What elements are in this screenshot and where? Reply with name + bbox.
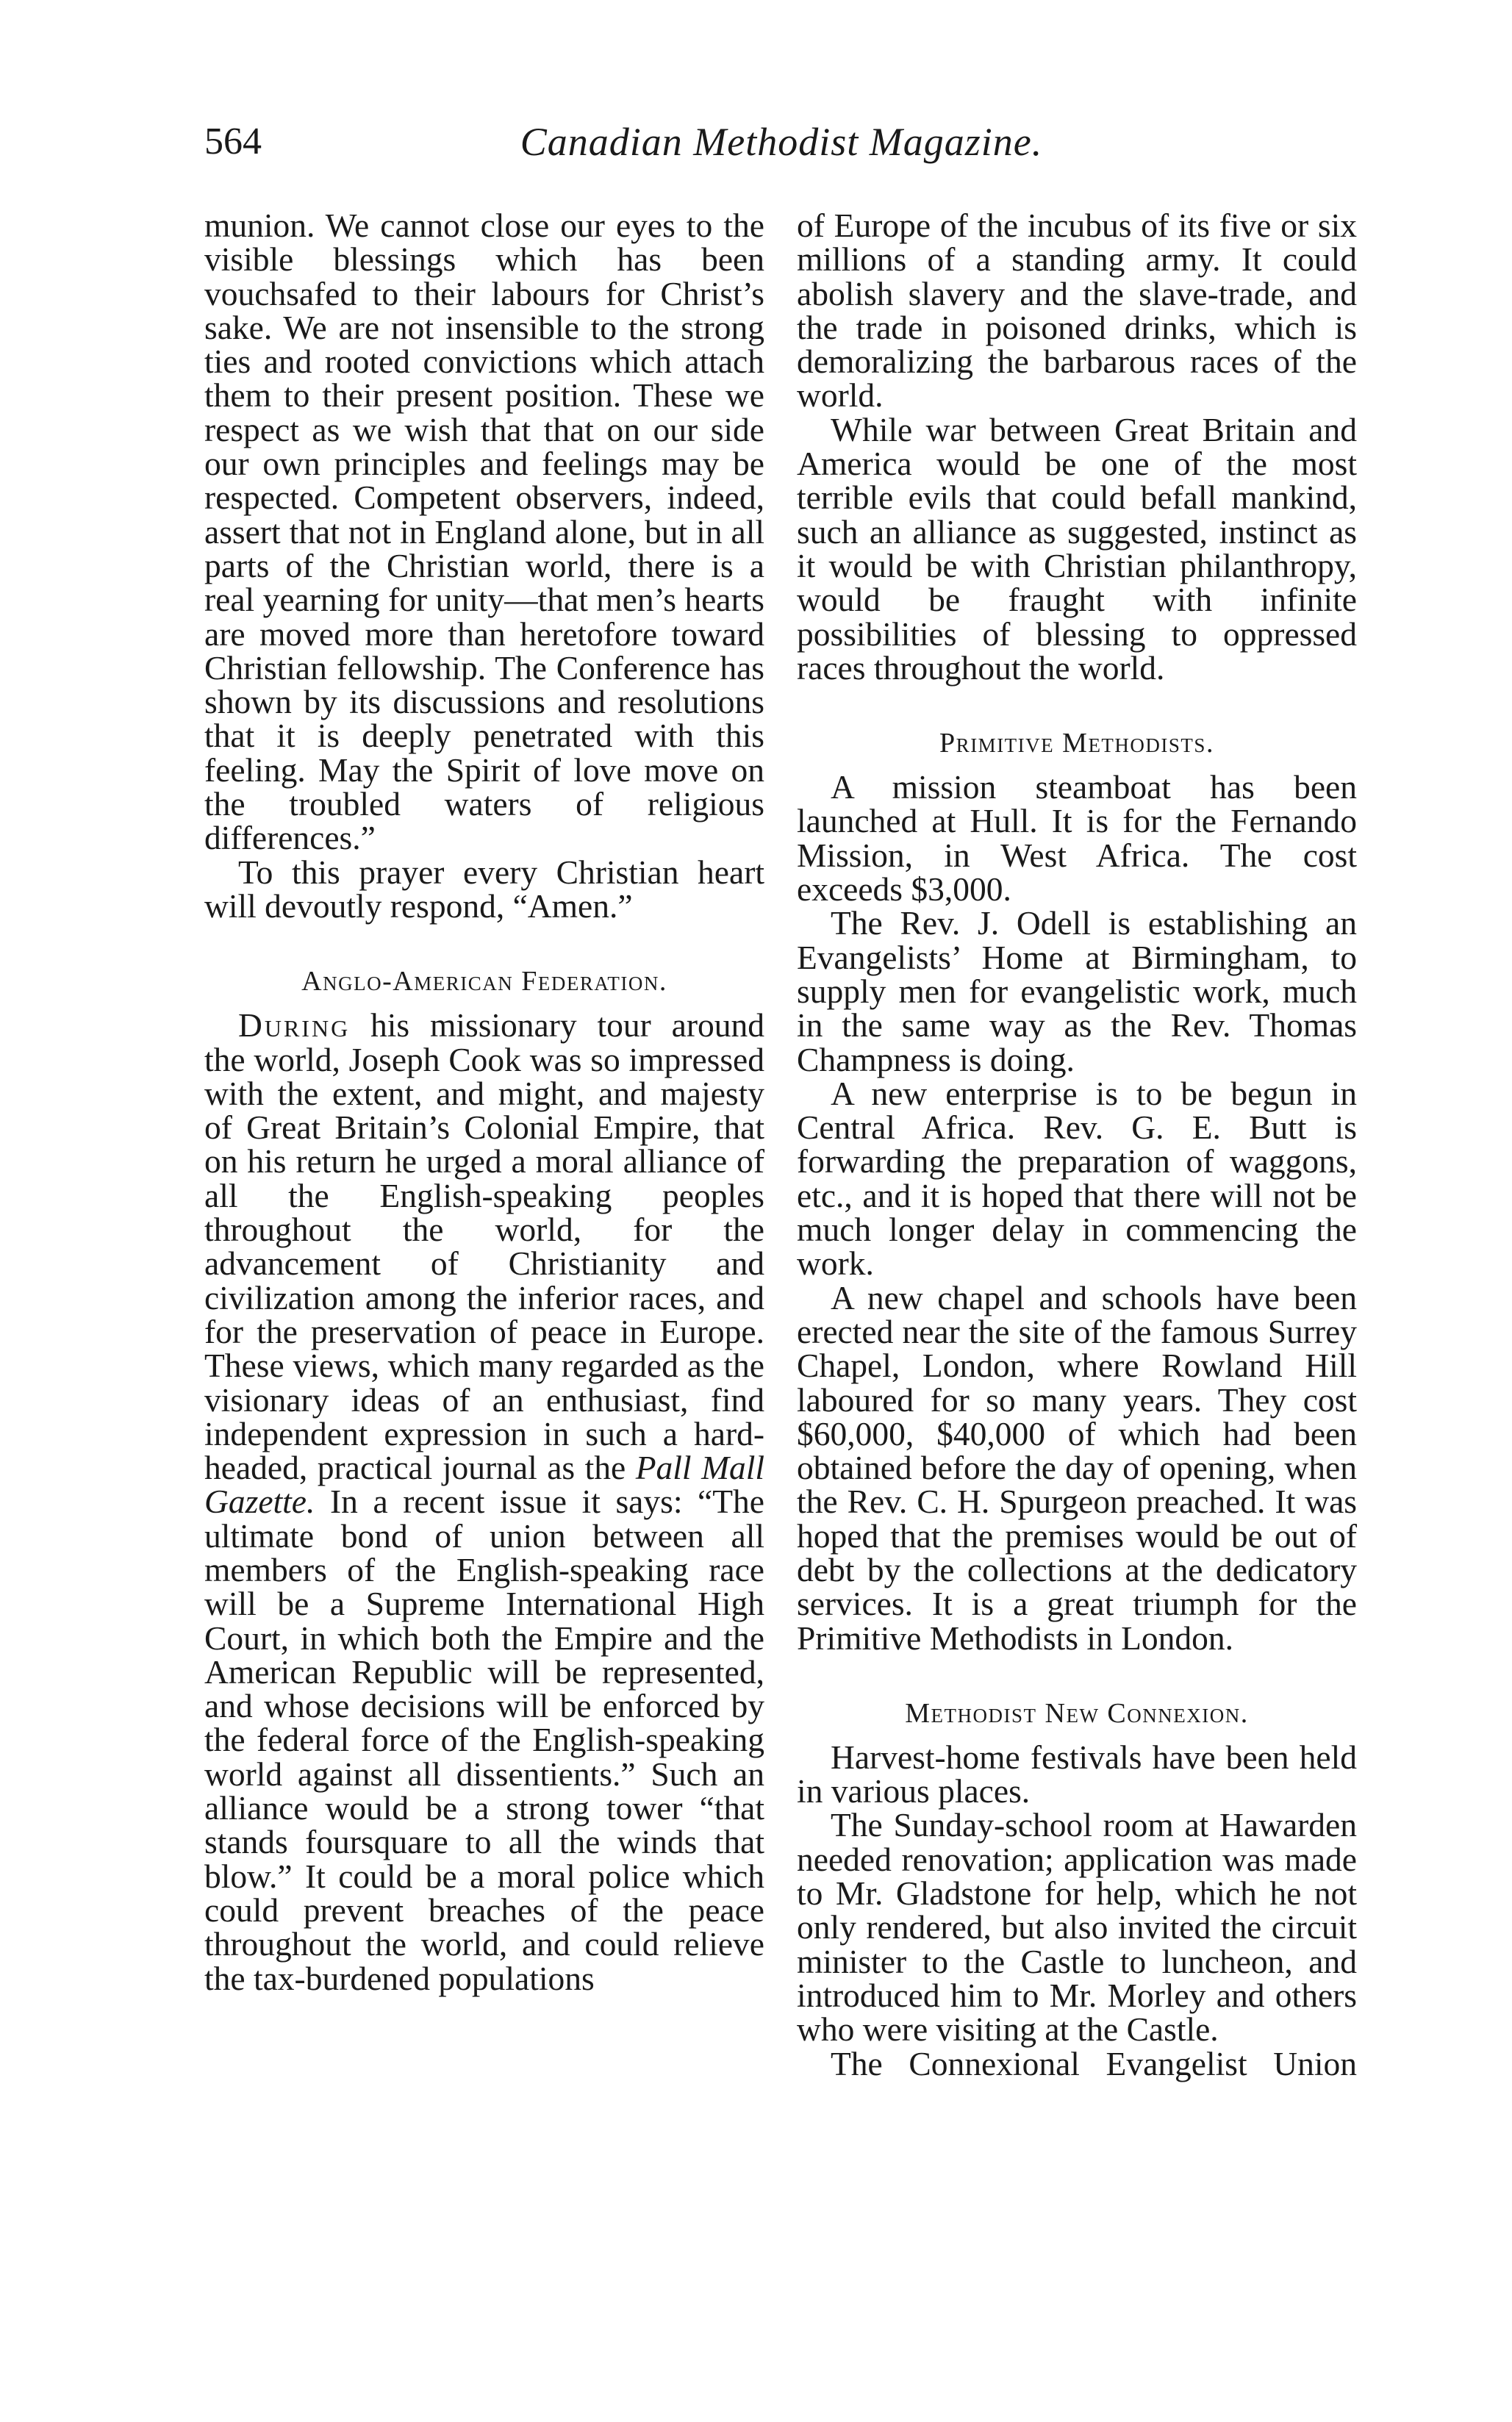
section-spacer [797,685,1357,726]
paragraph: To this prayer every Christian heart will devoutly respond, “Amen.” [204,853,764,925]
paragraph: The Sunday-school room at Hawarden needed renovation; application was made to Mr. Gladstone for help, which he not only rendered, but also invited the circuit minister to the Castle to luncheon, and introduced him to Mr. Morley and others who were visiting at the Castle. [797,1806,1357,2049]
paragraph: Harvest-home festivals have been held in various places. [797,1738,1357,1810]
paragraph: A new chapel and schools have been erected near the site of the famous Surrey Chapel, London, where Rowland Hill laboured for so many years. They cost $60,000, $40,000 of which had been obtained before the day of opening, when the Rev. C. H. Spurgeon preached. It was hoped that the premises would be out of debt by the collections at the dedicatory services. It is a great triumph for the Primitive Methodists in London. [797,1278,1357,1657]
paragraph: A new enterprise is to be begun in Central Africa. Rev. G. E. Butt is forwarding the preparation of waggons, etc., and it is hoped that there will not be much longer delay in commencing the work. [797,1074,1357,1283]
paragraph: The Connexional Evangelist Union [831,2044,1357,2082]
section-heading-new-connexion: Methodist New Connexion. [905,1697,1249,1729]
page-header [204,118,1358,169]
paragraph: munion. We cannot close our eyes to the visible blessings which has been vouchsafed to their labours for Christ’s sake. We are not insensible to the strong ties and rooted convictions which attach them to their present position. These we respect as we wish that that on our side our own principles and feelings may be respected. Competent observers, indeed, assert that not in England alone, but in all parts of the Christian world, there is a real yearning for unity—that men’s hearts are moved more than heretofore toward Christian fellowship. The Conference has shown by its discussions and resolutions that it is deeply penetrated with this feeling. May the Spirit of love move on the troubled waters of religious differences.” [204,207,764,857]
right-column [797,209,1357,2081]
left-column [204,209,764,1996]
paragraph: The Rev. J. Odell is establishing an Evangelists’ Home at Birmingham, to supply men for evangelistic work, much in the same way as the Rev. Thomas Champness is doing. [797,904,1357,1078]
paragraph [204,1008,764,1996]
paragraph-text: his missionary tour around the world, Joseph Cook was so impressed with the extent, and might, and majesty of Great Britain’s Colonial Empire, that on his return he urged a moral alliance of all the English-speaking peoples throughout the world, for the advancement of Christianity and civilization among the inferior races, and for the preservation of peace in Europe. These views, which many regarded as the visionary ideas of an enthusiast, find independent expression in such a hard-headed, practical journal as the [204,1006,764,1487]
section-heading-primitive-methodists: Primitive Methodists. [939,728,1214,759]
section-heading-anglo-american: Anglo-American Federation. [301,966,667,997]
page-number: 564 [204,121,262,162]
running-title: Canadian Methodist Magazine. [520,120,1043,164]
paragraph: While war between Great Britain and America would be one of the most terrible evils that could befall mankind, such an alliance as suggested, instinct as it would be with Christian philanthropy, would be fraught with infinite possibilities of blessing to oppressed races throughout the world. [797,410,1357,687]
journal-title: Pall Mall Gazette. [204,1449,765,1521]
paragraph: of Europe of the incubus of its five or six millions of a standing army. It could abolish slavery and the slave-trade, and the trade in poisoned drinks, which is demoralizing the barbarous races of the world. [797,207,1357,415]
lead-word: During [238,1006,351,1045]
paragraph: A mission steamboat has been launched at Hull. It is for the Fernando Mission, in West Africa. The cost exceeds $3,000. [797,768,1357,909]
section-spacer [204,923,764,964]
section-spacer [797,1655,1357,1697]
paragraph-text: In a recent issue it says: “The ultimate bond of union between all members of the English-speaking race will be a Supreme International High Court, in which both the Empire and the American Republic will be represented, and whose decisions will be enforced by the federal force of the English-speaking world against all dissentients.” Such an alliance would be a strong tower “that stands foursquare to all the winds that blow.” It could be a moral police which could prevent breaches of the peace throughout the world, and could relieve the tax-burdened populations [204,1483,764,1997]
